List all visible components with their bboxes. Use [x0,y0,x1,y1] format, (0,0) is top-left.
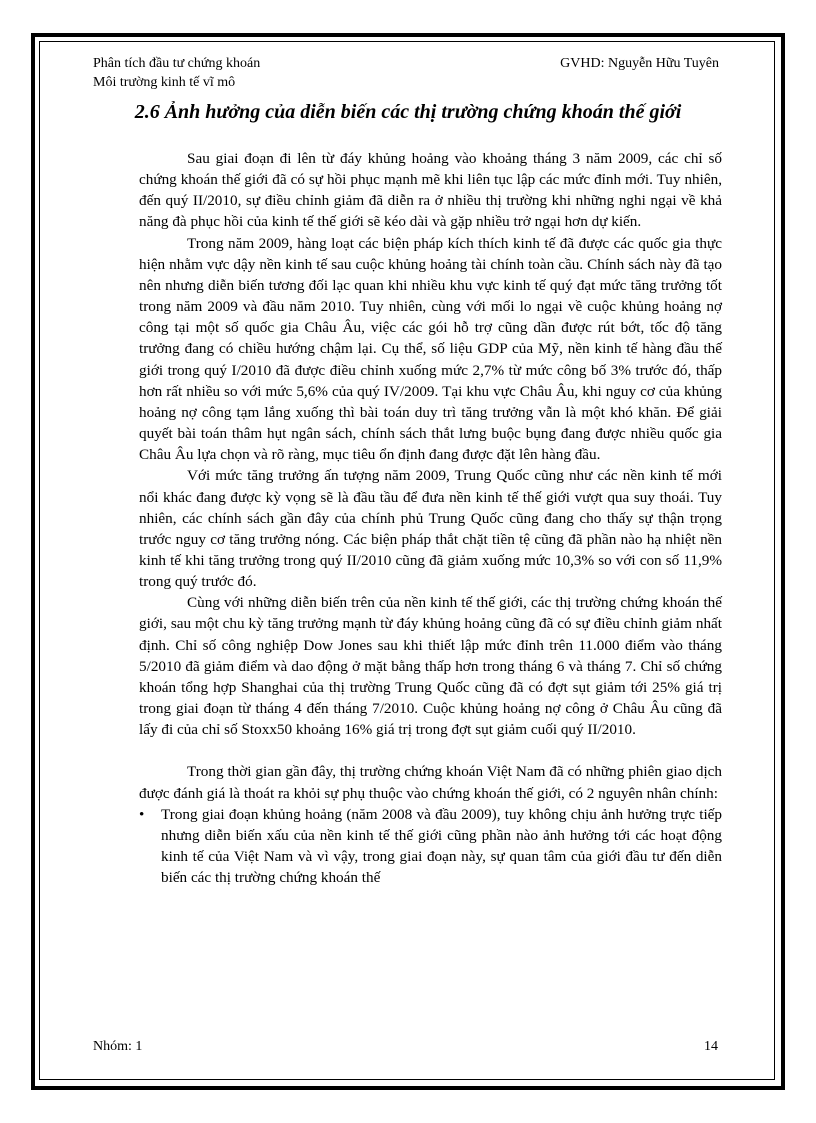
list-item [139,804,722,889]
footer-group: Nhóm: 1 [93,1039,143,1054]
paragraph: Trong thời gian gần đây, thị trường chứng khoán Việt Nam đã có những phiên giao dịch được đánh giá là thoát ra khỏi sự phụ thuộc vào chứng khoán thế giới, có 2 nguyên nhân chính: [139,763,722,802]
list-item-text: Trong giai đoạn khủng hoảng (năm 2008 và đầu 2009), tuy không chịu ảnh hưởng trực tiếp nhưng diễn biến xấu của nền kinh tế thế giới cũng phần nào ảnh hưởng tới các hoạt động kinh tế của Việt Nam và vì vậy, trong giai đoạn này, sự quan tâm của giới đầu tư đến diễn biến các thị trường chứng khoán thế [161,805,722,887]
paragraph: Trong năm 2009, hàng loạt các biện pháp kích thích kinh tế đã được các quốc gia thực hiện nhằm vực dậy nền kinh tế sau cuộc khủng hoảng tài chính toàn cầu. Chính sách này đã tạo nên nhưng diễn biến tương đối lạc quan khi nhiều khu vực kinh tế quý đạt mức tăng trưởng tốt trong năm 2009 và đầu năm 2010. Tuy nhiên, cùng với mối lo ngại về cuộc khủng hoảng nợ công tại một số quốc gia Châu Âu, việc các gói hỗ trợ cũng dần được rút bớt, tốc độ tăng trưởng đang có chiều hướng chậm lại. Cụ thể, số liệu GDP của Mỹ, nền kinh tế hàng đầu thế giới trong quý I/2010 đã được điều chỉnh xuống mức 2,7% từ mức công bố 3% trước đó, thấp hơn rất nhiều so với mức 5,6% của quý IV/2009. Tại khu vực Châu Âu, khi nguy cơ của khủng hoảng nợ công tạm lắng xuống thì bài toán duy trì tăng trưởng vẫn là một khó khăn. Để giải quyết bài toán thâm hụt ngân sách, chính sách thắt lưng buộc bụng đang được nhiều quốc gia Châu Âu lựa chọn và rõ ràng, mục tiêu ổn định đang được đặt lên hàng đầu. [139,234,722,464]
header-advisor: GVHD: Nguyễn Hữu Tuyên [560,56,719,71]
header-left [93,54,260,92]
paragraph: Sau giai đoạn đi lên từ đáy khủng hoảng vào khoảng tháng 3 năm 2009, các chỉ số chứng khoán thế giới đã có sự hồi phục mạnh mẽ khi liên tục lập các mức đỉnh mới. Tuy nhiên, đến quý II/2010, sự điều chỉnh giảm đã diễn ra ở nhiều thị trường khi những nghi ngại về khả năng đà phục hồi của kinh tế thế giới sẽ kéo dài và gặp nhiều trở ngại hơn dự kiến. [139,150,722,231]
section-title: 2.6 Ảnh hưởng của diễn biến các thị trường chứng khoán thế giới [134,101,682,123]
header-topic: Môi trường kinh tế vĩ mô [93,75,236,90]
bullet-list [139,804,722,889]
header-course: Phân tích đầu tư chứng khoán [93,56,261,71]
paragraph: Cùng với những diễn biến trên của nền kinh tế thế giới, các thị trường chứng khoán thế giới, sau một chu kỳ tăng trưởng mạnh từ đáy khủng hoảng cũng đã có sự điều chỉnh giảm nhất định. Chỉ số công nghiệp Dow Jones sau khi thiết lập mức đỉnh trên 11.000 điểm vào tháng 5/2010 đã giảm điểm và dao động ở mặt bằng thấp hơn trong tháng 6 và tháng 7. Chỉ số chứng khoán tổng hợp Shanghai của thị trường Trung Quốc cũng đã có đợt sụt giảm tới 25% giá trị trong giai đoạn từ tháng 4 đến tháng 7/2010. Cuộc khủng hoảng nợ công ở Châu Âu cũng đã lấy đi của chỉ số Stoxx50 khoảng 16% giá trị trong đợt sụt giảm cuối quý II/2010. [139,594,722,739]
bullet-icon: • [139,805,145,823]
paragraph: Với mức tăng trưởng ấn tượng năm 2009, Trung Quốc cũng như các nền kinh tế mới nổi khác đang được kỳ vọng sẽ là đầu tầu để đưa nền kinh tế thế giới vượt qua suy thoái. Tuy nhiên, các chính sách gần đây của chính phủ Trung Quốc cũng đang cho thấy sự thận trọng trước nguy cơ tăng trưởng nóng. Các biện pháp thắt chặt tiền tệ cũng đã phần nào hạ nhiệt nền kinh tế khi tăng trưởng trong quý II/2010 cũng đã giảm xuống mức 10,3% so với con số 11,9% trong quý trước đó. [139,467,722,591]
document-body [139,148,722,888]
page-number: 14 [704,1039,718,1054]
